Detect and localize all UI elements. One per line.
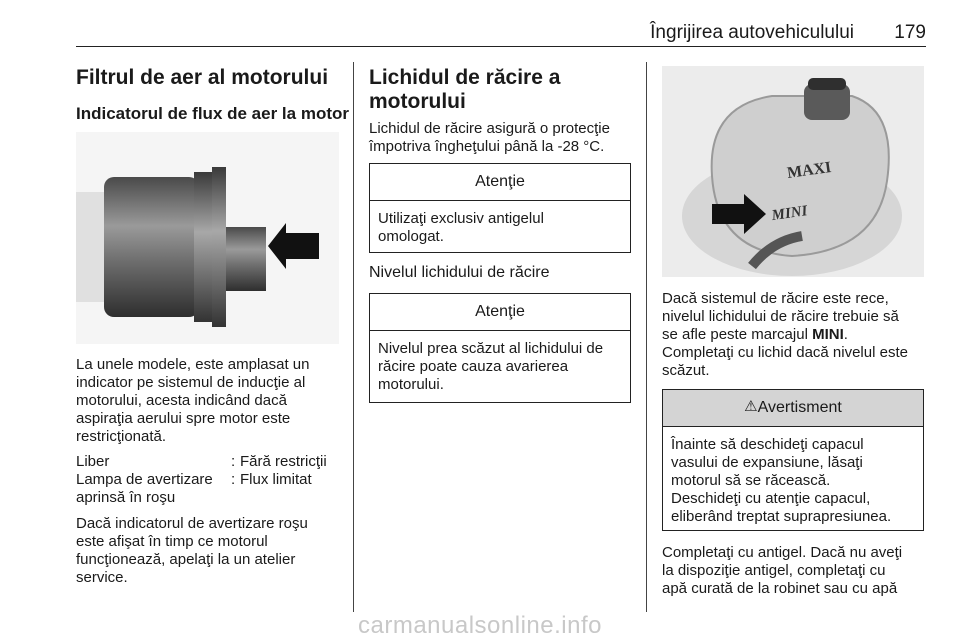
column-divider [646, 62, 647, 612]
min-mark: MINI [770, 203, 809, 225]
warning-heading: ⚠Avertisment [663, 390, 923, 427]
warning-indicator-description: Dacă indicatorul de avertizare roşu este afişat în timp ce motorul funcţionează, apelaţi la un atelier service. [76, 515, 308, 586]
coolant-reservoir-image [662, 66, 924, 277]
warning-triangle-icon: ⚠ [744, 398, 758, 415]
caution-heading: Atenţie [370, 294, 630, 331]
max-mark: MAXI [786, 158, 833, 182]
air-filter-title: Filtrul de aer al motorului [76, 66, 329, 89]
caution-box-antifreeze [369, 163, 631, 253]
coolant-level-description: Dacă sistemul de răcire este rece, nivelul lichidului de răcire trebuie să se afle peste marcajul MINI. Completaţi cu lichid dacă nivelul este scăzut. [662, 290, 908, 379]
antifreeze-refill-description: Completaţi cu antigel. Dacă nu aveţi la dispoziţie antigel, completaţi cu apă curată de la robinet sau cu apă [662, 544, 903, 597]
caution-heading: Atenţie [370, 164, 630, 201]
page-number: 179 [894, 22, 926, 43]
section-title: Îngrijirea autovehiculului [650, 22, 854, 43]
caution-body: Utilizaţi exclusiv antigelul omologat. [378, 210, 544, 245]
air-flow-description: La unele modele, este amplasat un indicator pe sistemul de inducţie al motorului, acesta indicând dacă aspiraţia aerului spre motor este restricţionată. [76, 356, 310, 445]
page-header [76, 22, 926, 46]
warning-box [662, 389, 924, 531]
air-flow-indicator-subtitle: Indicatorul de flux de aer la motor [76, 104, 349, 123]
watermark: carmanualsonline.info [358, 612, 602, 639]
coolant-level-subtitle: Nivelul lichidului de răcire [369, 264, 550, 281]
air-flow-indicator-image [76, 132, 339, 344]
coolant-intro: Lichidul de răcire asigură o protecţie împotriva îngheţului până la -28 °C. [369, 120, 610, 155]
header-rule [76, 46, 926, 47]
caution-box-level [369, 293, 631, 403]
column-divider [353, 62, 354, 612]
coolant-title: Lichidul de răcire a motorului [369, 66, 561, 113]
warning-body: Înainte să deschideţi capacul vasului de expansiune, lăsaţi motorul să se răcească. Deschideţi cu atenţie capacul, eliberând treptat suprapresiunea. [671, 436, 892, 525]
caution-body: Nivelul prea scăzut al lichidului de răcire poate cauza avarierea motorului. [378, 340, 604, 393]
